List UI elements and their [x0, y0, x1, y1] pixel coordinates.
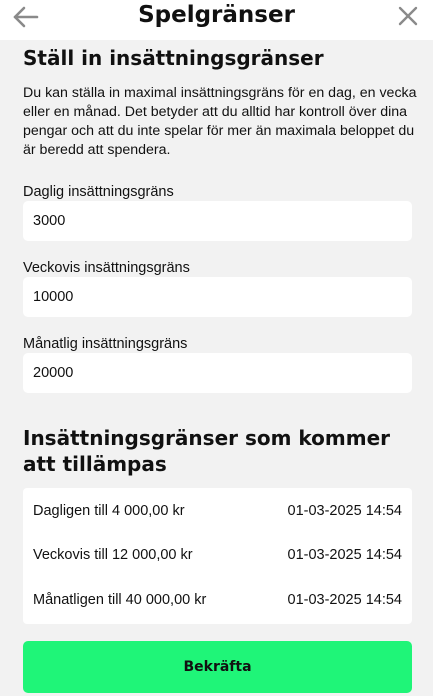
weekly-limit-input[interactable] — [23, 277, 412, 317]
upcoming-limit-label: Dagligen till 4 000,00 kr — [33, 503, 185, 519]
close-button[interactable] — [395, 2, 421, 30]
limits-description: Du kan ställa in maximal insättningsgräns för en dag, en vecka eller en månad. Det betyder att du alltid har kontroll över dina pengar och att du inte spelar för mer än maximala beloppet du är beredd att spendera. — [23, 85, 417, 158]
list-item — [23, 489, 412, 533]
daily-limit-label: Daglig insättningsgräns — [23, 184, 174, 200]
monthly-limit-input[interactable] — [23, 353, 412, 393]
limits-heading: Ställ in insättningsgränser — [23, 46, 324, 70]
monthly-limit-label: Månatlig insättningsgräns — [23, 336, 188, 352]
upcoming-limits-heading: Insättningsgränser som kommer att tillämpas — [23, 426, 391, 476]
upcoming-limit-date: 01-03-2025 14:54 — [287, 503, 402, 519]
upcoming-limit-label: Månatligen till 40 000,00 kr — [33, 592, 207, 608]
daily-limit-input[interactable] — [23, 201, 412, 241]
upcoming-limit-label: Veckovis till 12 000,00 kr — [33, 547, 193, 563]
upcoming-limit-date: 01-03-2025 14:54 — [287, 592, 402, 608]
close-icon — [398, 6, 418, 26]
header-bar — [0, 0, 433, 40]
upcoming-limits-list — [23, 488, 412, 624]
weekly-limit-label: Veckovis insättningsgräns — [23, 260, 190, 276]
list-item — [23, 578, 412, 622]
page-title: Spelgränser — [138, 2, 295, 28]
upcoming-limit-date: 01-03-2025 14:54 — [287, 547, 402, 563]
list-item — [23, 533, 412, 577]
confirm-button[interactable]: Bekräfta — [23, 641, 412, 693]
